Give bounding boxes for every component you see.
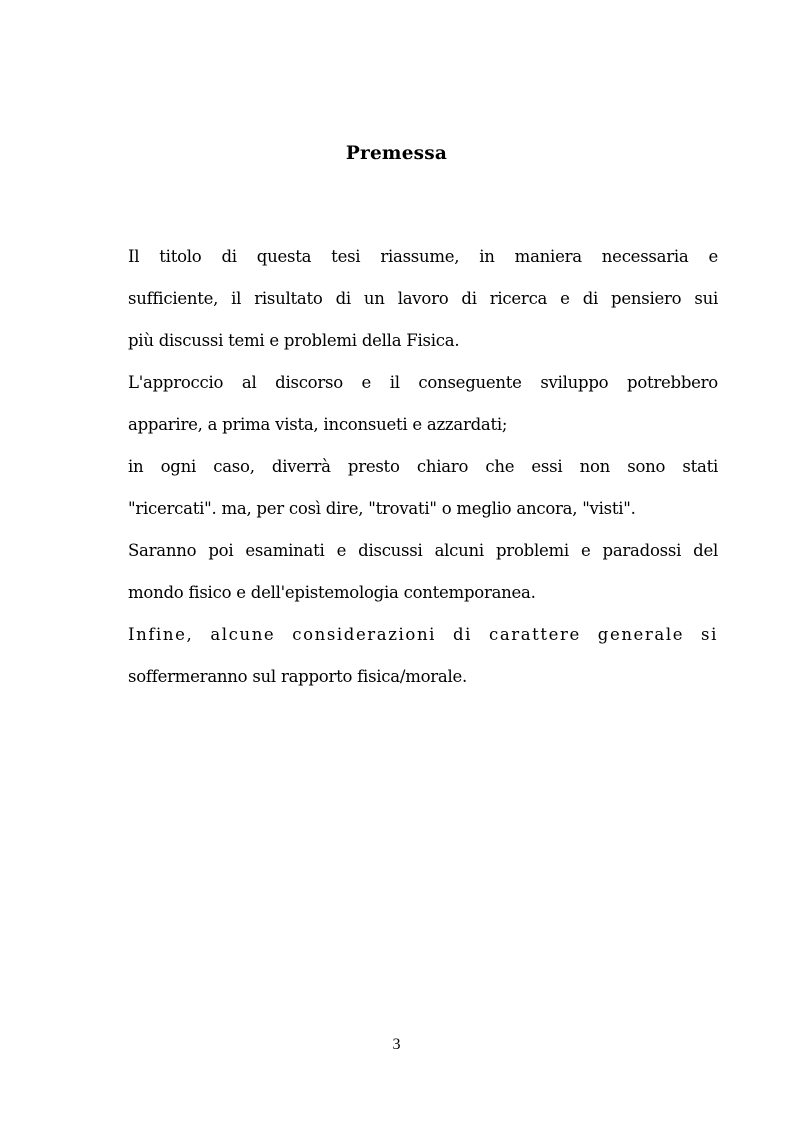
page-title: Premessa: [345, 143, 448, 164]
text-line: in ogni caso, diverrà presto chiaro che essi non sono stati: [128, 457, 718, 476]
text-line: sufficiente, il risultato di un lavoro di ricerca e di pensiero sui: [128, 289, 718, 308]
text-line: Infine, alcune considerazioni di carattere generale si: [128, 625, 718, 644]
text-line: apparire, a prima vista, inconsueti e azzardati;: [128, 415, 508, 434]
text-line: "ricercati". ma, per così dire, "trovati" o meglio ancora, "visti".: [128, 499, 636, 518]
page-number: 3: [392, 1036, 401, 1053]
body-text: [128, 236, 718, 698]
text-line: soffermeranno sul rapporto fisica/morale.: [128, 667, 468, 686]
text-line: Saranno poi esaminati e discussi alcuni problemi e paradossi del: [128, 541, 718, 560]
text-line: mondo fisico e dell'epistemologia contemporanea.: [128, 583, 536, 602]
text-line: L'approccio al discorso e il conseguente sviluppo potrebbero: [128, 373, 718, 392]
text-line: Il titolo di questa tesi riassume, in maniera necessaria e: [128, 247, 718, 266]
text-line: più discussi temi e problemi della Fisica.: [128, 331, 460, 350]
